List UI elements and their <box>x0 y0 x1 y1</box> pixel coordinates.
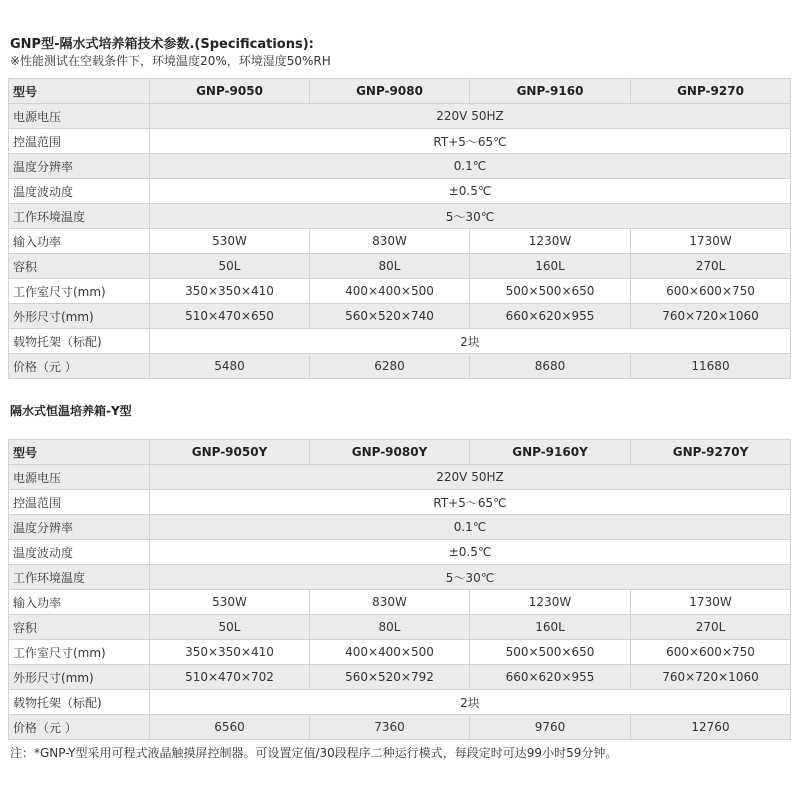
model-header: GNP-9080 <box>310 79 470 104</box>
spec-value: 500×500×650 <box>470 279 631 304</box>
table-row <box>9 354 791 379</box>
spec-value: 6280 <box>310 354 470 379</box>
spec-value: ±0.5℃ <box>150 540 791 565</box>
row-label: 载物托架（标配) <box>9 690 150 715</box>
spec-value: 7360 <box>310 715 470 740</box>
spec-table-gnp <box>8 78 791 379</box>
spec-value: 220V 50HZ <box>150 104 791 129</box>
spec-value: 830W <box>310 590 470 615</box>
table-row <box>9 690 791 715</box>
header-label: 型号 <box>9 79 150 104</box>
row-label: 输入功率 <box>9 229 150 254</box>
test-condition-note: ※性能测试在空载条件下，环境温度20%，环境湿度50%RH <box>10 54 331 68</box>
model-header: GNP-9160 <box>470 79 631 104</box>
row-label: 温度波动度 <box>9 179 150 204</box>
spec-title: GNP型-隔水式培养箱技术参数.(Specifications): <box>10 37 314 52</box>
row-label: 电源电压 <box>9 465 150 490</box>
table-row <box>9 615 791 640</box>
spec-value: 5～30℃ <box>150 204 791 229</box>
row-label: 载物托架（标配) <box>9 329 150 354</box>
spec-value: 530W <box>150 590 310 615</box>
row-label: 控温范围 <box>9 129 150 154</box>
table-row <box>9 640 791 665</box>
table-row <box>9 154 791 179</box>
table-row <box>9 590 791 615</box>
y-series-title: 隔水式恒温培养箱-Y型 <box>10 404 132 418</box>
row-label: 价格（元 ） <box>9 715 150 740</box>
spec-value: 760×720×1060 <box>631 304 791 329</box>
spec-value: 660×620×955 <box>470 304 631 329</box>
spec-value: 530W <box>150 229 310 254</box>
row-label: 容积 <box>9 254 150 279</box>
spec-value: 80L <box>310 615 470 640</box>
spec-value: 80L <box>310 254 470 279</box>
model-header: GNP-9050 <box>150 79 310 104</box>
model-header: GNP-9080Y <box>310 440 470 465</box>
table-row <box>9 329 791 354</box>
spec-value: 500×500×650 <box>470 640 631 665</box>
table-row <box>9 565 791 590</box>
spec-value: 6560 <box>150 715 310 740</box>
header-row <box>9 440 791 465</box>
spec-value: ±0.5℃ <box>150 179 791 204</box>
spec-value: 760×720×1060 <box>631 665 791 690</box>
spec-value: 600×600×750 <box>631 279 791 304</box>
spec-value: 400×400×500 <box>310 640 470 665</box>
model-header: GNP-9160Y <box>470 440 631 465</box>
spec-value: 5～30℃ <box>150 565 791 590</box>
row-label: 工作室尺寸(mm) <box>9 640 150 665</box>
header-label: 型号 <box>9 440 150 465</box>
table-row <box>9 715 791 740</box>
header-row <box>9 79 791 104</box>
spec-value: 160L <box>470 254 631 279</box>
spec-value: 830W <box>310 229 470 254</box>
model-header: GNP-9270Y <box>631 440 791 465</box>
table-row <box>9 229 791 254</box>
spec-value: 160L <box>470 615 631 640</box>
spec-value: 600×600×750 <box>631 640 791 665</box>
model-header: GNP-9270 <box>631 79 791 104</box>
spec-value: 2块 <box>150 690 791 715</box>
spec-value: 510×470×650 <box>150 304 310 329</box>
spec-value: 1730W <box>631 229 791 254</box>
row-label: 外形尺寸(mm) <box>9 665 150 690</box>
spec-value: 220V 50HZ <box>150 465 791 490</box>
table-row <box>9 129 791 154</box>
spec-value: RT+5～65℃ <box>150 129 791 154</box>
spec-value: 2块 <box>150 329 791 354</box>
table-row <box>9 104 791 129</box>
spec-value: 350×350×410 <box>150 640 310 665</box>
row-label: 温度分辨率 <box>9 515 150 540</box>
row-label: 工作环境温度 <box>9 565 150 590</box>
spec-value: 660×620×955 <box>470 665 631 690</box>
spec-value: 11680 <box>631 354 791 379</box>
row-label: 容积 <box>9 615 150 640</box>
spec-value: 9760 <box>470 715 631 740</box>
spec-value: 400×400×500 <box>310 279 470 304</box>
table-row <box>9 304 791 329</box>
spec-value: 12760 <box>631 715 791 740</box>
spec-value: 0.1℃ <box>150 515 791 540</box>
row-label: 电源电压 <box>9 104 150 129</box>
table-row <box>9 279 791 304</box>
table-row <box>9 204 791 229</box>
spec-value: 350×350×410 <box>150 279 310 304</box>
spec-value: 510×470×702 <box>150 665 310 690</box>
row-label: 温度分辨率 <box>9 154 150 179</box>
row-label: 温度波动度 <box>9 540 150 565</box>
spec-value: 0.1℃ <box>150 154 791 179</box>
footnote: 注：*GNP-Y型采用可程式液晶触摸屏控制器。可设置定值/30段程序二种运行模式，每段定时可达99小时59分钟。 <box>10 746 618 760</box>
table-row <box>9 465 791 490</box>
spec-value: 50L <box>150 615 310 640</box>
table-row <box>9 540 791 565</box>
spec-table-gnp-y <box>8 439 791 740</box>
row-label: 外形尺寸(mm) <box>9 304 150 329</box>
row-label: 工作环境温度 <box>9 204 150 229</box>
row-label: 输入功率 <box>9 590 150 615</box>
spec-value: 5480 <box>150 354 310 379</box>
spec-value: 270L <box>631 615 791 640</box>
table-row <box>9 515 791 540</box>
spec-value: 560×520×792 <box>310 665 470 690</box>
spec-value: 560×520×740 <box>310 304 470 329</box>
table-row <box>9 490 791 515</box>
model-header: GNP-9050Y <box>150 440 310 465</box>
spec-value: 270L <box>631 254 791 279</box>
spec-value: 1230W <box>470 229 631 254</box>
table-row <box>9 665 791 690</box>
spec-value: 8680 <box>470 354 631 379</box>
row-label: 工作室尺寸(mm) <box>9 279 150 304</box>
table-row <box>9 179 791 204</box>
spec-value: 1730W <box>631 590 791 615</box>
spec-value: 1230W <box>470 590 631 615</box>
table-row <box>9 254 791 279</box>
row-label: 价格（元 ） <box>9 354 150 379</box>
row-label: 控温范围 <box>9 490 150 515</box>
spec-value: 50L <box>150 254 310 279</box>
spec-value: RT+5～65℃ <box>150 490 791 515</box>
